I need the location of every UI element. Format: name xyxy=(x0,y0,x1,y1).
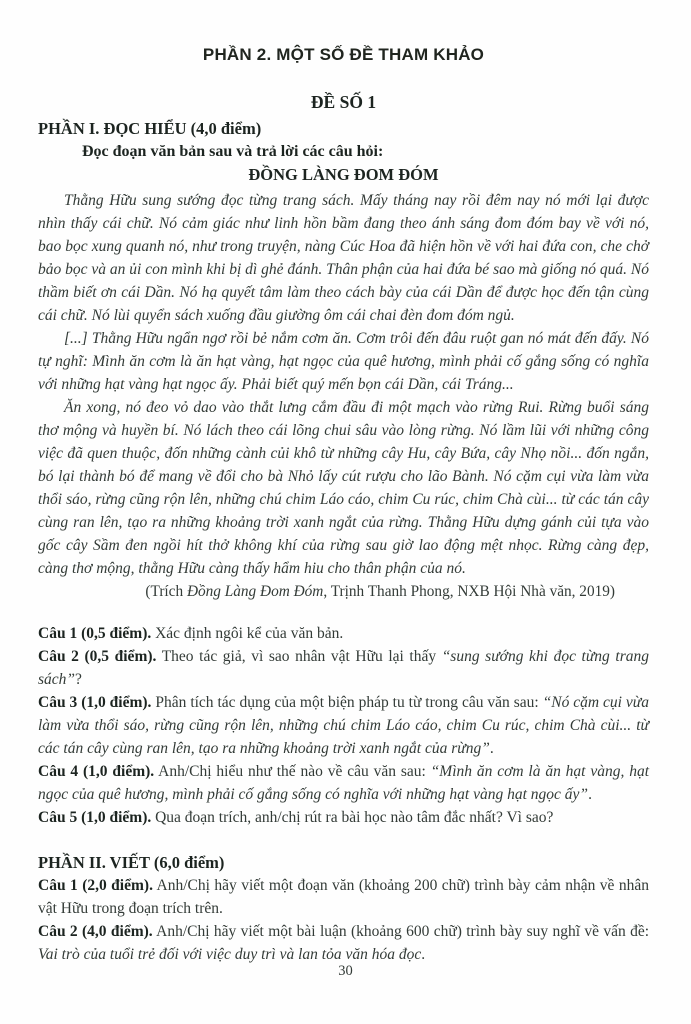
question-3-text: Phân tích tác dụng của một biện pháp tu từ trong câu văn sau: xyxy=(151,694,543,711)
question-4-label: Câu 4 (1,0 điểm). xyxy=(38,763,155,780)
question-4-quote: “Mình ăn cơm là ăn hạt vàng, hạt ngọc của quê hương, mình phải cố gắng sống có nghĩa với những hạt vàng hạt ngọc ấy” xyxy=(38,763,649,803)
writing-tasks xyxy=(38,874,649,966)
question-4-text: Anh/Chị hiểu như thế nào về câu văn sau: xyxy=(154,763,431,780)
question-2-text: Theo tác giả, vì sao nhân vật Hữu lại thấy xyxy=(156,648,442,665)
question-2 xyxy=(38,645,649,691)
writing-task-2-label: Câu 2 (4,0 điểm). xyxy=(38,923,153,940)
section-header-title: PHẦN 2. MỘT SỐ ĐỀ THAM KHẢO xyxy=(202,45,485,64)
writing-task-1-text: Anh/Chị hãy viết một đoạn văn (khoảng 200 chữ) trình bày cảm nhận về nhân vật Hữu trong đoạn trích trên. xyxy=(38,877,649,917)
question-3 xyxy=(38,691,649,760)
question-4-suffix: . xyxy=(588,786,592,803)
question-5-text: Qua đoạn trích, anh/chị rút ra bài học nào tâm đắc nhất? Vì sao? xyxy=(151,809,554,826)
question-2-label: Câu 2 (0,5 điểm). xyxy=(38,648,157,665)
writing-task-1-label: Câu 1 (2,0 điểm). xyxy=(38,877,153,894)
question-2-quote: “sung sướng khi đọc từng trang sách” xyxy=(38,648,649,688)
question-2-suffix: ? xyxy=(75,671,82,688)
question-3-quote: “Nó cặm cụi vừa làm vừa thổi sáo, rừng cũng rộn lên, những chú chim Láo cáo, chim Cu rúc, chim Chà cùi... từ các tán cây cùng ran lên, tạo ra những khoảng trời xanh ngắt của rừng” xyxy=(38,694,649,757)
question-4 xyxy=(38,760,649,806)
writing-task-2-text: Anh/Chị hãy viết một bài luận (khoảng 600 chữ) trình bày suy nghĩ về vấn đề: xyxy=(152,923,650,940)
page-number: 30 xyxy=(338,963,353,979)
question-5 xyxy=(38,806,649,829)
passage-paragraph-3: Ăn xong, nó đeo vỏ dao vào thắt lưng cắm đầu đi một mạch vào rừng Rui. Rừng buổi sáng thơ mộng và huyền bí. Nó lách theo cái lõng chui sâu vào lòng rừng. Nó lầm lũi với những công việc đã quen thuộc, đốn những cành củi khô từ những cây Hu, cây Bứa, cây Nhọ nồi... đốn ngắn, bó lại thành bó để mang về đổi cho bà Nhỏ lấy cút rượu cho lão Bành. Nó cặm cụi vừa làm vừa thổi sáo, rừng cũng rộn lên, những chú chim Láo cáo, chim Cu rúc, chim Chà cùi... từ các tán cây cùng ran lên, tạo ra những khoảng trời xanh ngắt của rừng. Thằng Hữu dựng gánh củi tựa vào gốc cây Sầm đen ngồi hít thở không khí của rừng sau giờ lao động mệt nhọc. Rừng càng đẹp, càng thơ mộng, thằng Hữu càng thấy hẩm hiu cho thân phận của nó. xyxy=(38,399,649,577)
part1-heading: PHẦN I. ĐỌC HIỂU (4,0 điểm) xyxy=(38,119,262,138)
reading-instruction: Đọc đoạn văn bản sau và trả lời các câu hỏi: xyxy=(82,143,384,160)
writing-task-2-suffix: . xyxy=(421,946,426,963)
reading-questions xyxy=(38,622,649,829)
writing-task-2 xyxy=(38,920,649,966)
passage-paragraph-2: [...] Thằng Hữu ngẩn ngơ rồi bẻ nắm cơm ăn. Cơm trôi đến đâu ruột gan nó mát đến đấy. Nó tự nghĩ: Mình ăn cơm là ăn hạt vàng, hạt ngọc của quê hương, mình phải cố gắng sống có nghĩa với những hạt vàng hạt ngọc ấy. Phải biết quý mến bọn cái Dần, cái Tráng... xyxy=(38,330,649,393)
attribution-work-title: Đồng Làng Đom Đóm xyxy=(186,583,324,600)
question-5-label: Câu 5 (1,0 điểm). xyxy=(38,809,152,826)
passage-attribution xyxy=(38,580,649,603)
question-3-suffix: . xyxy=(489,740,494,757)
question-1 xyxy=(38,622,649,645)
passage-paragraph-1: Thằng Hữu sung sướng đọc từng trang sách. Mấy tháng nay rồi đêm nay nó mới lại được nhìn thấy cái chữ. Nó cảm giác như linh hồn bầm đang theo ánh sáng đom đóm bay về với nó, bao bọc xung quanh nó, như trong truyện, nàng Cúc Hoa đã hiện hồn về với hai đứa con, che chở bảo bọc và an ủi con mình khi bị dì ghẻ đánh. Thân phận của hai đứa bé sao mà giống nó quá. Nó thầm biết ơn cái Dần. Nó hạ quyết tâm làm theo cách bày của cái Dần để được học đến tận cùng cái chữ. Nó lùi quyển sách xuống đầu giường ôm cái chai đèn đom đóm ngủ. xyxy=(38,192,649,324)
exam-number-title: ĐỀ SỐ 1 xyxy=(310,92,377,112)
question-1-text: Xác định ngôi kể của văn bản. xyxy=(151,625,344,642)
passage-title: ĐỒNG LÀNG ĐOM ĐÓM xyxy=(248,165,439,184)
attribution-prefix: (Trích xyxy=(145,583,187,600)
question-3-label: Câu 3 (1,0 điểm). xyxy=(38,694,152,711)
writing-task-2-topic: Vai trò của tuổi trẻ đối với việc duy trì và lan tỏa văn hóa đọc xyxy=(38,946,422,963)
writing-task-1 xyxy=(38,874,649,920)
reading-passage xyxy=(38,189,649,580)
question-1-label: Câu 1 (0,5 điểm). xyxy=(38,625,152,642)
attribution-suffix: , Trịnh Thanh Phong, NXB Hội Nhà văn, 2019) xyxy=(323,583,615,600)
part2-heading: PHẦN II. VIẾT (6,0 điểm) xyxy=(38,853,225,872)
